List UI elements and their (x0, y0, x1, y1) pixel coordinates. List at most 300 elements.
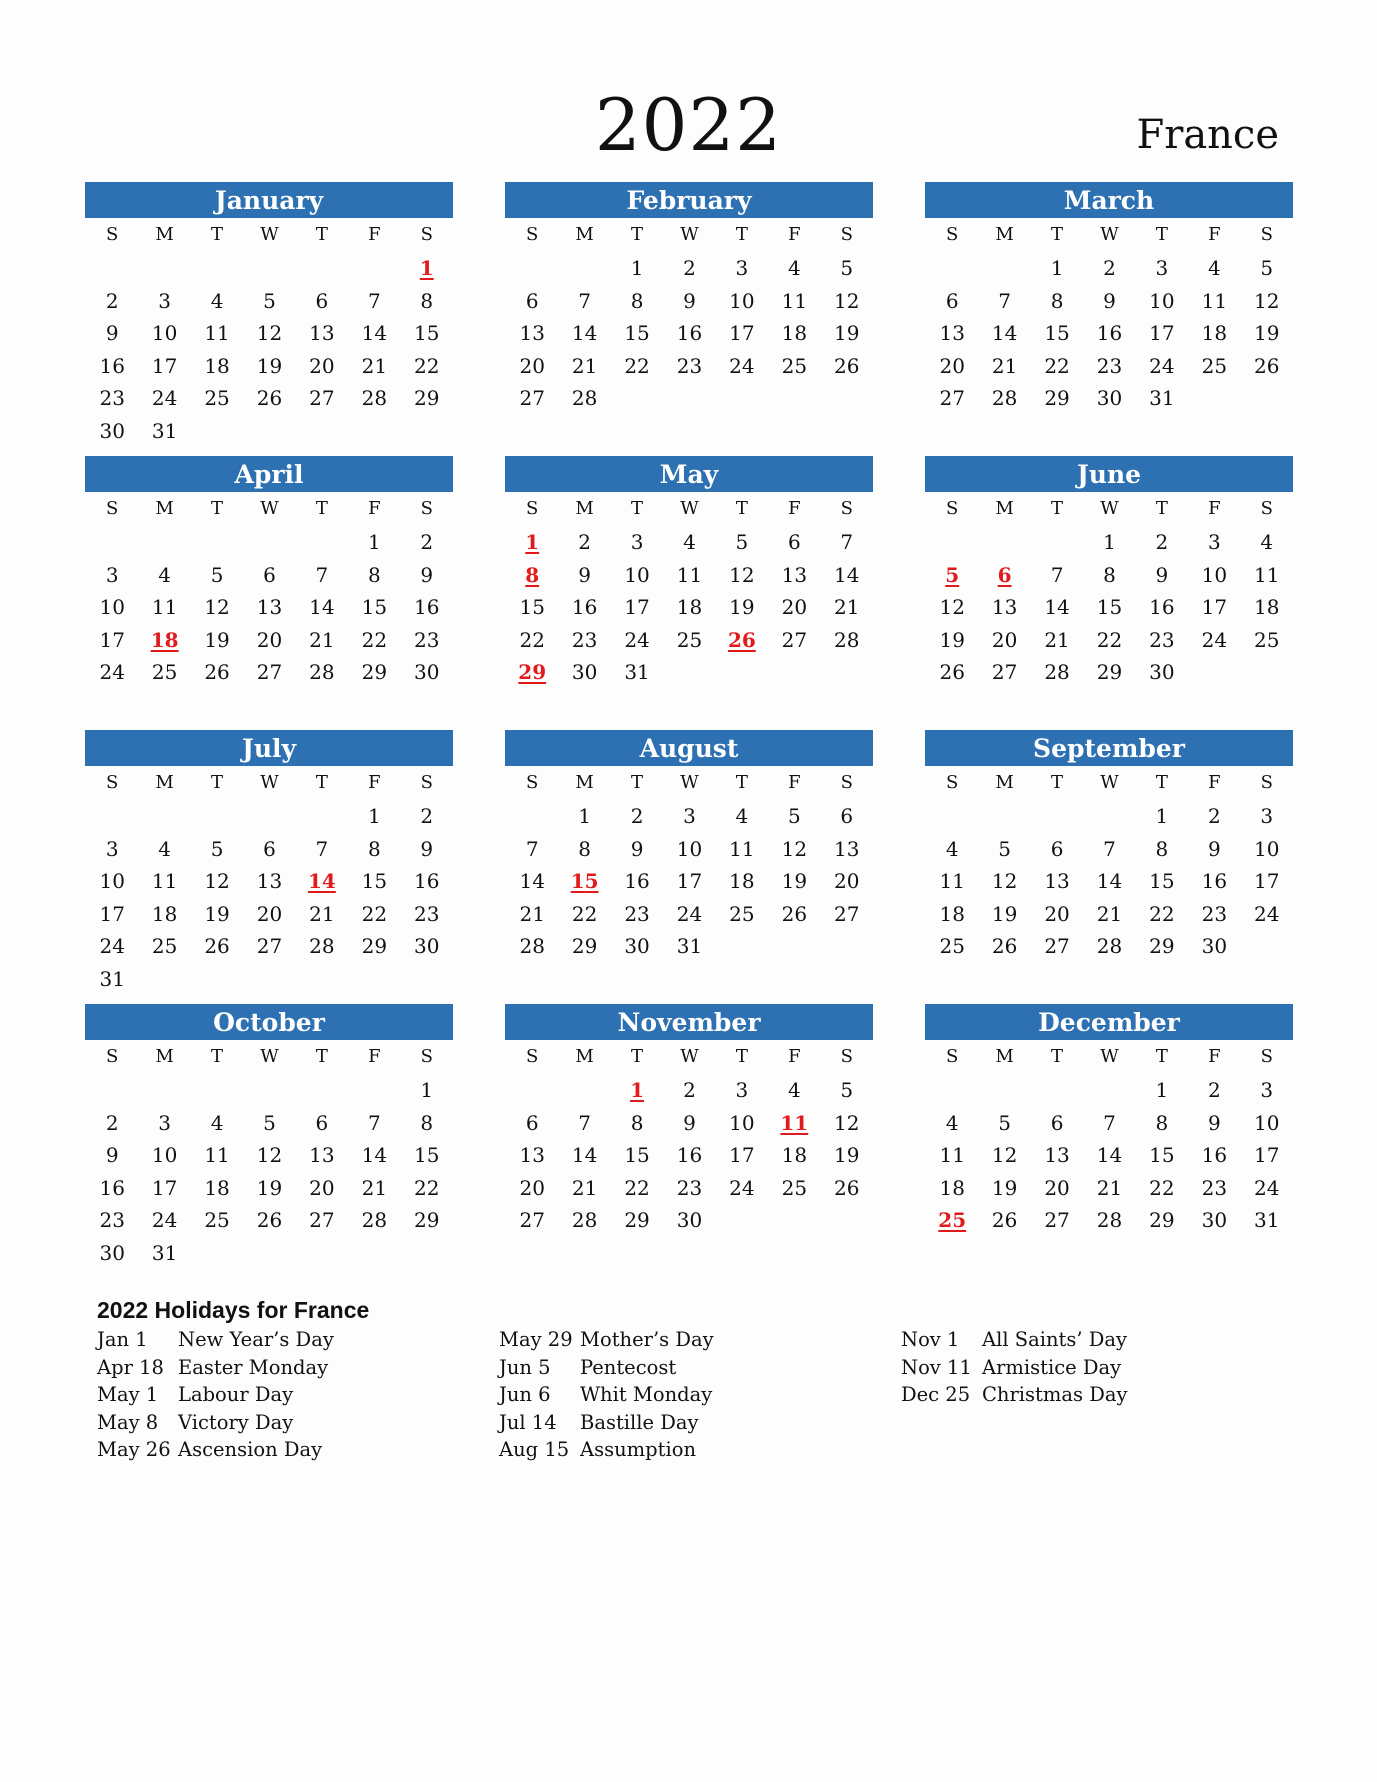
week-row (926, 865, 1293, 898)
week-row (506, 526, 873, 559)
day-cell: 22 (414, 353, 440, 378)
week-row (506, 1172, 873, 1205)
day-cell: 22 (1149, 901, 1175, 926)
day-cell: 4 (787, 1078, 801, 1102)
week-row (86, 317, 453, 350)
day-cell: 7 (578, 288, 591, 313)
day-cell: 15 (624, 321, 650, 345)
weekday-label: S (526, 498, 539, 519)
day-cell: 25 (204, 386, 230, 410)
day-cell: 11 (204, 1143, 230, 1167)
weekday-label: S (1260, 224, 1273, 245)
month-name: August (505, 730, 873, 766)
day-cell: 4 (1260, 530, 1274, 554)
day-cell: 21 (1096, 901, 1123, 926)
day-cell: 27 (309, 386, 335, 410)
week-row (506, 1107, 873, 1140)
holiday-column (499, 1326, 714, 1464)
day-cell: 29 (624, 1208, 650, 1232)
day-cell: 23 (1201, 1175, 1228, 1200)
day-cell: 3 (105, 562, 119, 587)
month-block (85, 456, 453, 689)
day-cell: 17 (624, 595, 650, 619)
holiday-day-cell: 1 (419, 256, 434, 280)
day-cell: 19 (204, 627, 230, 652)
holiday-date: Jun 5 (499, 1355, 551, 1379)
day-cell: 14 (519, 869, 545, 893)
weekday-label: T (631, 498, 644, 519)
day-cell: 20 (256, 627, 283, 652)
week-row (86, 930, 453, 963)
week-row (506, 898, 873, 931)
empty-day-cell (768, 382, 820, 415)
empty-day-cell (978, 526, 1030, 559)
day-cell: 10 (1254, 836, 1280, 861)
holiday-date: Jul 14 (499, 1410, 557, 1434)
day-cell: 21 (571, 353, 598, 378)
day-cell: 24 (676, 901, 703, 926)
empty-day-cell (348, 415, 400, 448)
empty-day-cell (821, 930, 873, 963)
holiday-name: Whit Monday (580, 1383, 713, 1406)
day-cell: 13 (256, 869, 283, 893)
weekday-label: S (1260, 1046, 1273, 1067)
day-cell: 6 (315, 288, 329, 313)
day-cell: 15 (624, 1143, 650, 1167)
week-row (506, 800, 873, 833)
day-cell: 15 (1096, 595, 1123, 619)
day-cell: 23 (624, 901, 650, 926)
day-cell: 2 (420, 804, 434, 828)
day-cell: 25 (1201, 353, 1228, 378)
day-cell: 17 (151, 353, 178, 378)
day-cell: 3 (735, 1078, 749, 1102)
holiday-column (97, 1326, 334, 1464)
day-cell: 24 (1254, 1175, 1280, 1200)
holiday-date: Aug 15 (499, 1438, 570, 1461)
weekday-label: S (106, 772, 119, 793)
day-cell: 7 (315, 562, 329, 587)
day-cell: 4 (158, 562, 171, 587)
weekday-label: F (1208, 224, 1221, 245)
day-cell: 28 (309, 934, 335, 958)
holiday-entry (901, 1381, 1127, 1409)
weekday-label: M (155, 224, 174, 245)
day-cell: 16 (414, 595, 440, 619)
empty-day-cell (1241, 382, 1293, 415)
day-cell: 7 (367, 1110, 381, 1135)
day-cell: 12 (991, 1143, 1018, 1167)
day-cell: 6 (945, 288, 959, 313)
day-cell: 28 (361, 386, 388, 410)
day-cell: 16 (676, 321, 703, 345)
holiday-name: All Saints’ Day (982, 1328, 1128, 1351)
day-cell: 21 (571, 1175, 598, 1200)
day-cell: 25 (1254, 627, 1280, 652)
day-cell: 27 (991, 660, 1018, 684)
weekday-label: T (631, 1046, 644, 1067)
day-cell: 5 (787, 804, 801, 828)
weekday-header-row (86, 492, 453, 526)
weekday-label: W (1100, 498, 1119, 519)
day-cell: 23 (414, 627, 440, 652)
week-row (506, 624, 873, 657)
day-cell: 26 (781, 901, 808, 926)
day-cell: 17 (1149, 321, 1175, 345)
day-cell: 19 (729, 595, 755, 619)
day-cell: 2 (1155, 530, 1169, 554)
month-name: September (925, 730, 1293, 766)
day-cell: 17 (151, 1175, 178, 1200)
day-cell: 22 (519, 627, 545, 652)
day-cell: 25 (781, 353, 808, 378)
day-cell: 12 (1254, 288, 1280, 313)
day-cell: 18 (204, 353, 230, 378)
day-cell: 31 (1254, 1208, 1280, 1232)
day-cell: 14 (1096, 869, 1123, 893)
day-cell: 7 (525, 836, 539, 861)
day-cell: 17 (729, 1143, 755, 1167)
weekday-label: T (735, 772, 748, 793)
day-cell: 18 (939, 1175, 965, 1200)
day-cell: 22 (1044, 353, 1070, 378)
day-cell: 21 (309, 901, 335, 926)
day-cell: 9 (1155, 562, 1169, 587)
day-cell: 30 (1201, 1208, 1228, 1232)
day-cell: 17 (1254, 1143, 1280, 1167)
day-cell: 10 (624, 562, 650, 587)
empty-day-cell (716, 1204, 768, 1237)
empty-day-cell (506, 252, 558, 285)
day-cell: 27 (309, 1208, 335, 1232)
weekday-label: F (368, 498, 381, 519)
empty-day-cell (348, 1074, 400, 1107)
day-cell: 24 (624, 627, 650, 652)
day-cell: 25 (204, 1208, 230, 1232)
weekday-label: M (995, 772, 1014, 793)
holiday-date: Apr 18 (97, 1355, 164, 1379)
day-cell: 1 (578, 804, 591, 828)
holiday-name: New Year’s Day (178, 1328, 334, 1351)
empty-day-cell (1241, 656, 1293, 689)
day-cell: 26 (991, 934, 1018, 958)
empty-day-cell (86, 526, 138, 559)
week-row (86, 656, 453, 689)
day-cell: 12 (939, 595, 965, 619)
day-cell: 30 (1201, 934, 1228, 958)
day-cell: 11 (151, 595, 178, 619)
week-row (86, 898, 453, 931)
day-cell: 15 (414, 1143, 440, 1167)
day-cell: 15 (519, 595, 545, 619)
empty-day-cell (926, 800, 978, 833)
day-cell: 2 (630, 804, 644, 828)
holiday-date: Dec 25 (901, 1383, 971, 1406)
day-cell: 13 (1044, 869, 1070, 893)
day-cell: 21 (1096, 1175, 1123, 1200)
day-cell: 20 (1044, 1175, 1070, 1200)
day-cell: 10 (99, 595, 125, 619)
weekday-label: T (631, 772, 644, 793)
day-cell: 13 (781, 562, 808, 587)
month-name: December (925, 1004, 1293, 1040)
day-cell: 12 (991, 869, 1018, 893)
holiday-day-cell: 26 (727, 627, 756, 652)
day-cell: 3 (683, 804, 696, 828)
day-cell: 16 (414, 869, 440, 893)
day-cell: 13 (834, 836, 860, 861)
week-row (926, 800, 1293, 833)
day-cell: 10 (99, 869, 125, 893)
day-cell: 5 (263, 288, 276, 313)
empty-day-cell (611, 382, 663, 415)
empty-day-cell (296, 1074, 348, 1107)
empty-day-cell (296, 526, 348, 559)
day-cell: 2 (105, 1110, 119, 1135)
weekday-label: T (1155, 1046, 1168, 1067)
holiday-entry (97, 1354, 334, 1382)
day-cell: 10 (1201, 562, 1228, 587)
empty-day-cell (768, 656, 820, 689)
empty-day-cell (821, 656, 873, 689)
day-cell: 11 (1201, 288, 1228, 313)
day-cell: 23 (1149, 627, 1175, 652)
week-row (86, 624, 453, 657)
empty-day-cell (191, 415, 243, 448)
weekday-label: F (788, 1046, 801, 1067)
holiday-date: Nov 1 (901, 1328, 960, 1351)
day-cell: 11 (1254, 562, 1280, 587)
weekday-label: W (260, 498, 279, 519)
day-cell: 9 (578, 562, 591, 587)
holiday-date: Jan 1 (97, 1328, 148, 1351)
weekday-label: T (1155, 224, 1168, 245)
holiday-name: Armistice Day (982, 1355, 1122, 1379)
weekday-label: S (946, 772, 959, 793)
day-cell: 8 (367, 836, 381, 861)
weekday-label: M (575, 498, 594, 519)
empty-day-cell (243, 800, 295, 833)
day-cell: 6 (840, 804, 854, 828)
day-cell: 5 (840, 1078, 854, 1102)
day-cell: 22 (361, 901, 388, 926)
holiday-day-cell: 18 (150, 627, 179, 652)
day-cell: 2 (578, 530, 591, 554)
day-cell: 20 (256, 901, 283, 926)
day-cell: 11 (676, 562, 703, 587)
empty-day-cell (191, 963, 243, 996)
week-row (926, 285, 1293, 318)
day-cell: 20 (991, 627, 1018, 652)
day-cell: 19 (1254, 321, 1280, 345)
weekday-label: T (315, 1046, 328, 1067)
day-cell: 29 (414, 386, 440, 410)
day-cell: 25 (781, 1175, 808, 1200)
week-row (506, 350, 873, 383)
week-row (506, 559, 873, 592)
day-cell: 26 (991, 1208, 1018, 1232)
empty-day-cell (821, 1204, 873, 1237)
day-cell: 25 (729, 901, 755, 926)
holiday-date: May 1 (97, 1383, 159, 1406)
day-cell: 1 (367, 530, 381, 554)
day-cell: 27 (1044, 934, 1070, 958)
day-cell: 3 (630, 530, 644, 554)
day-cell: 20 (1044, 901, 1070, 926)
day-cell: 5 (998, 836, 1011, 861)
day-cell: 19 (991, 901, 1018, 926)
weekday-header-row (926, 766, 1293, 800)
day-cell: 16 (99, 353, 125, 378)
week-row (926, 591, 1293, 624)
weekday-label: T (1051, 772, 1064, 793)
day-cell: 9 (420, 562, 434, 587)
holiday-name: Easter Monday (178, 1355, 329, 1379)
day-cell: 2 (683, 256, 696, 280)
week-row (86, 350, 453, 383)
empty-day-cell (191, 800, 243, 833)
weekday-label: S (420, 224, 433, 245)
day-cell: 21 (991, 353, 1018, 378)
day-cell: 5 (735, 530, 749, 554)
week-row (86, 252, 453, 285)
holiday-day-cell: 6 (997, 562, 1012, 587)
weekday-label: S (106, 224, 119, 245)
day-cell: 31 (1149, 386, 1175, 410)
day-cell: 1 (630, 256, 644, 280)
week-row (926, 898, 1293, 931)
empty-day-cell (243, 415, 295, 448)
day-cell: 29 (414, 1208, 440, 1232)
weekday-header-row (926, 1040, 1293, 1074)
weekday-header-row (86, 1040, 453, 1074)
weekday-label: T (211, 498, 224, 519)
month-name: March (925, 182, 1293, 218)
weekday-label: M (575, 224, 594, 245)
week-row (926, 930, 1293, 963)
weekday-header-row (506, 492, 873, 526)
weekday-label: S (946, 224, 959, 245)
day-cell: 23 (1096, 353, 1123, 378)
day-cell: 30 (676, 1208, 703, 1232)
day-cell: 5 (210, 562, 224, 587)
holiday-day-cell: 8 (525, 562, 540, 587)
weekday-label: T (211, 1046, 224, 1067)
empty-day-cell (978, 1074, 1030, 1107)
day-cell: 28 (1096, 934, 1123, 958)
day-cell: 18 (781, 321, 808, 345)
weekday-label: S (840, 772, 853, 793)
month-block (505, 456, 873, 689)
week-row (86, 1107, 453, 1140)
day-cell: 14 (1096, 1143, 1123, 1167)
empty-day-cell (716, 930, 768, 963)
day-cell: 11 (939, 869, 965, 893)
day-cell: 9 (1207, 1110, 1221, 1135)
day-cell: 30 (99, 418, 125, 443)
weekday-header-row (86, 766, 453, 800)
holiday-entry (97, 1326, 334, 1354)
day-cell: 16 (571, 595, 598, 619)
week-row (926, 1139, 1293, 1172)
week-row (86, 865, 453, 898)
week-row (86, 1139, 453, 1172)
day-cell: 7 (840, 530, 854, 554)
weekday-label: F (1208, 498, 1221, 519)
holiday-name: Bastille Day (580, 1410, 699, 1434)
weekday-label: M (155, 1046, 174, 1067)
day-cell: 30 (1096, 386, 1123, 410)
holiday-entry (97, 1381, 334, 1409)
day-cell: 1 (1103, 530, 1116, 554)
weekday-header-row (926, 218, 1293, 252)
day-cell: 8 (420, 288, 434, 313)
weekday-label: T (211, 772, 224, 793)
holiday-day-cell: 1 (525, 530, 540, 554)
day-cell: 30 (624, 934, 650, 958)
day-cell: 9 (683, 1110, 696, 1135)
day-cell: 16 (1201, 869, 1228, 893)
day-cell: 21 (361, 353, 388, 378)
day-cell: 3 (158, 1110, 171, 1135)
day-cell: 23 (99, 1208, 125, 1232)
month-block (85, 730, 453, 995)
day-cell: 20 (781, 595, 808, 619)
day-cell: 11 (151, 869, 178, 893)
empty-day-cell (191, 1074, 243, 1107)
holiday-day-cell: 14 (307, 869, 336, 893)
empty-day-cell (1188, 656, 1240, 689)
week-row (506, 1074, 873, 1107)
day-cell: 6 (525, 1110, 539, 1135)
day-cell: 29 (571, 934, 598, 958)
weekday-label: F (368, 1046, 381, 1067)
day-cell: 25 (676, 627, 703, 652)
day-cell: 16 (676, 1143, 703, 1167)
weekday-label: F (368, 224, 381, 245)
day-cell: 11 (781, 288, 808, 313)
weekday-label: S (526, 1046, 539, 1067)
day-cell: 28 (309, 660, 335, 684)
weekday-label: T (315, 772, 328, 793)
day-cell: 23 (676, 1175, 703, 1200)
day-cell: 28 (571, 386, 598, 410)
day-cell: 15 (414, 321, 440, 345)
empty-day-cell (243, 252, 295, 285)
day-cell: 12 (204, 869, 230, 893)
weekday-label: S (840, 1046, 853, 1067)
day-cell: 10 (151, 1143, 178, 1167)
day-cell: 7 (1050, 562, 1064, 587)
holiday-entry (499, 1436, 714, 1464)
empty-day-cell (1241, 930, 1293, 963)
week-row (86, 833, 453, 866)
day-cell: 20 (309, 353, 335, 378)
day-cell: 12 (834, 1110, 860, 1135)
week-row (926, 559, 1293, 592)
empty-day-cell (506, 1074, 558, 1107)
week-row (506, 382, 873, 415)
month-block (85, 1004, 453, 1269)
empty-day-cell (558, 252, 610, 285)
empty-day-cell (768, 1204, 820, 1237)
week-row (926, 1107, 1293, 1140)
day-cell: 10 (729, 288, 755, 313)
empty-day-cell (296, 800, 348, 833)
empty-day-cell (926, 526, 978, 559)
day-cell: 13 (991, 595, 1018, 619)
empty-day-cell (348, 252, 400, 285)
